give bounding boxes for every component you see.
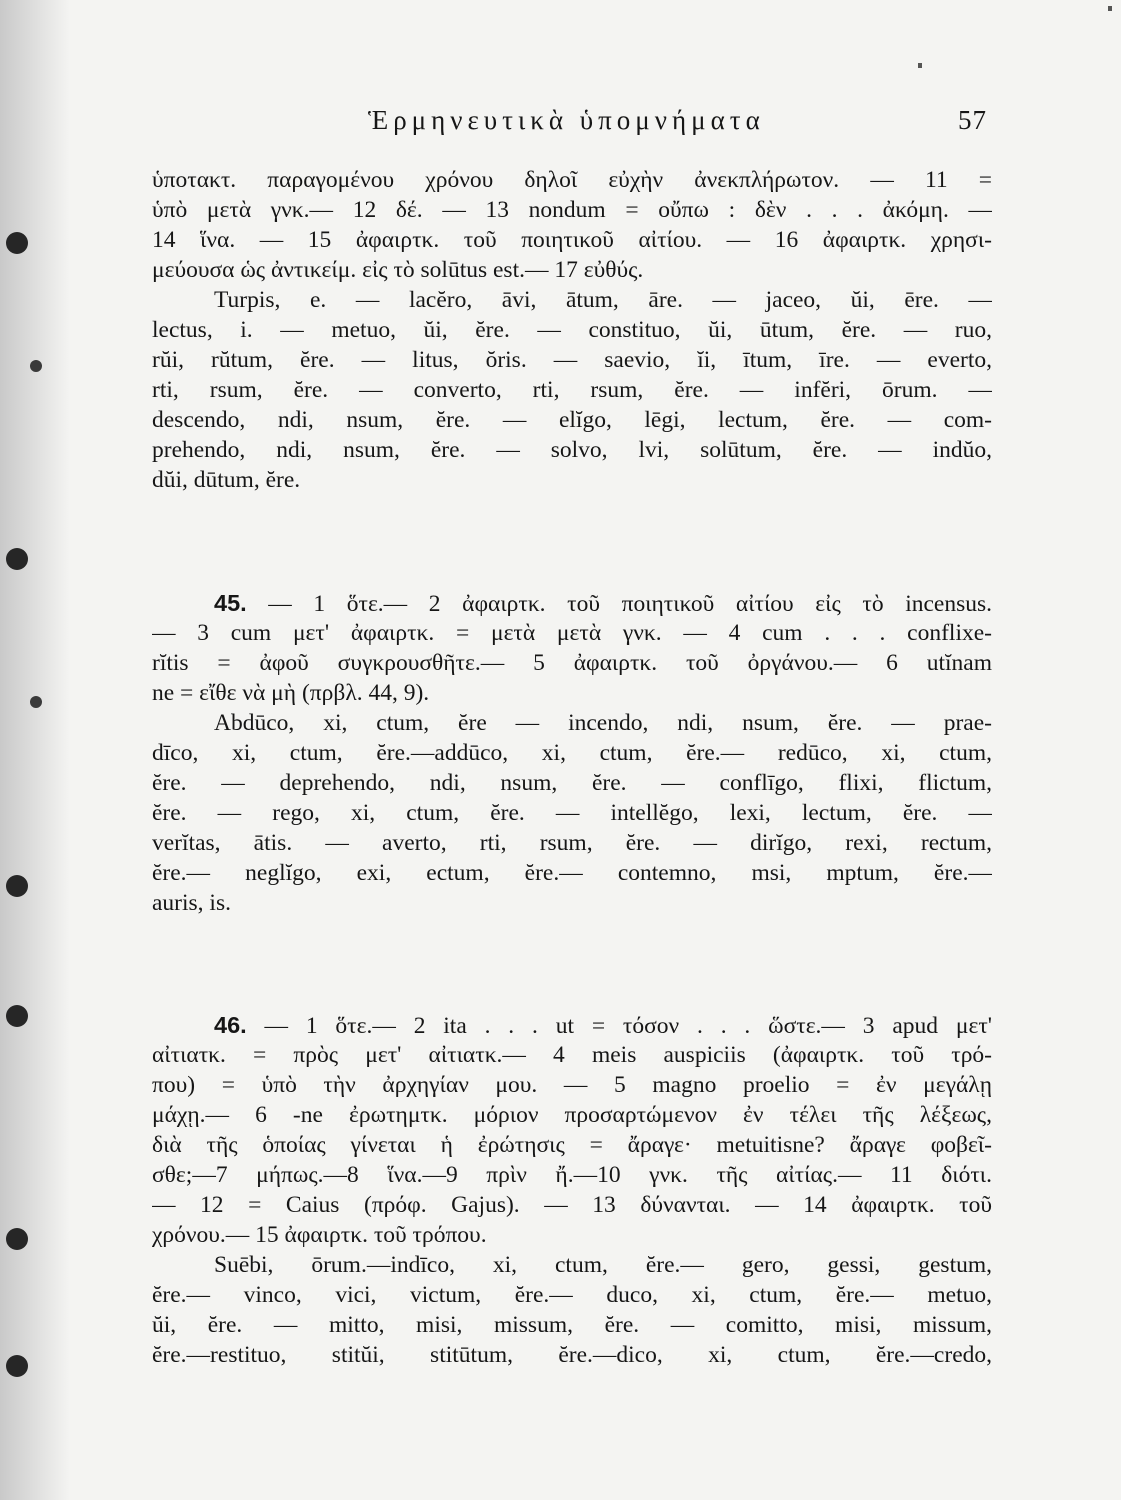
section-first-line (152, 1010, 992, 1040)
text-line: χρόνου.— 15 ἀφαιρτκ. τοῦ τρόπου. (152, 1222, 487, 1248)
binder-hole (30, 360, 42, 372)
binder-hole (6, 1005, 28, 1027)
text-line: rĭtis = ἀφοῦ συγκρουσθῆτε.— 5 ἀφαιρτκ. τοῦ ὀργάνου.— 6 utĭnam (152, 650, 992, 676)
text-line: διὰ τῆς ὁποίας γίνεται ἡ ἐρώτησις = ἄραγε· metuitisne? ἄραγε φοβεῖ- (152, 1132, 992, 1158)
vocabulary-line: descendo, ndi, nsum, ĕre. — elĭgo, lēgi, lectum, ĕre. — com- (152, 407, 992, 433)
vocabulary-line: lectus, i. — metuo, ŭi, ĕre. — constituo, ŭi, ūtum, ĕre. — ruo, (152, 317, 992, 343)
section-first-line-text: — 1 ὅτε.— 2 ita . . . ut = τόσον . . . ὥστε.— 3 apud μετ' (264, 1013, 992, 1039)
binder-hole (6, 232, 28, 254)
binder-hole (6, 548, 28, 570)
vocabulary-line: ĕre. — deprehendo, ndi, nsum, ĕre. — conflīgo, flixi, flictum, (152, 770, 992, 796)
text-line: ὑπὸ μετὰ γνκ.— 12 δέ. — 13 nondum = οὔπω : δὲν . . . ἀκόμη. — (152, 197, 992, 223)
text-line: σθε;—7 μήπως.—8 ἵνα.—9 πρὶν ἤ.—10 γνκ. τῆς αἰτίας.— 11 διότι. (152, 1162, 992, 1188)
page-number: 57 (958, 105, 987, 135)
scan-mark (918, 63, 922, 68)
binder-hole (6, 875, 28, 897)
text-line: που) = ὑπὸ τὴν ἀρχηγίαν μου. — 5 magno proelio = ἐν μεγάλῃ (152, 1072, 992, 1098)
scan-mark (1108, 6, 1112, 11)
section-number: 46. (214, 1012, 247, 1038)
notes-section-44-continued (152, 165, 992, 495)
text-line: ὑποτακτ. παραγομένου χρόνου δηλοῖ εὐχὴν ἀνεκπλήρωτον. — 11 = (152, 167, 992, 193)
text-line: 14 ἵνα. — 15 ἀφαιρτκ. τοῦ ποιητικοῦ αἰτίου. — 16 ἀφαιρτκ. χρησι- (152, 227, 992, 253)
binder-hole (6, 1228, 28, 1250)
vocabulary-line: dīco, xi, ctum, ĕre.—addūco, xi, ctum, ĕre.— redūco, xi, ctum, (152, 740, 992, 766)
vocabulary-line: verĭtas, ātis. — averto, rti, rsum, ĕre. — dirĭgo, rexi, rectum, (152, 830, 992, 856)
vocabulary-line: ŭi, ĕre. — mitto, misi, missum, ĕre. — comitto, misi, missum, (152, 1312, 992, 1338)
section-first-line (152, 588, 992, 618)
vocabulary-line: Turpis, e. — lacĕro, āvi, ātum, āre. — jaceo, ŭi, ēre. — (214, 287, 992, 313)
text-line: αἰτιατκ. = πρὸς μετ' αἰτιατκ.— 4 meis auspiciis (ἀφαιρτκ. τοῦ τρό- (152, 1042, 992, 1068)
vocabulary-line: ĕre. — rego, xi, ctum, ĕre. — intellĕgo, lexi, lectum, ĕre. — (152, 800, 992, 826)
vocabulary-line: rŭi, rŭtum, ĕre. — litus, ŏris. — saevio, ĭi, ītum, īre. — everto, (152, 347, 992, 373)
vocabulary-line: rti, rsum, ĕre. — converto, rti, rsum, ĕre. — infĕri, ōrum. — (152, 377, 992, 403)
text-line: μάχῃ.— 6 -ne ἐρωτημτκ. μόριον προσαρτώμενον ἐν τέλει τῆς λέξεως, (152, 1102, 992, 1128)
section-number: 45. (214, 590, 247, 616)
vocabulary-line: Suēbi, ōrum.—indīco, xi, ctum, ĕre.— gero, gessi, gestum, (214, 1252, 992, 1278)
vocabulary-line: Abdūco, xi, ctum, ĕre — incendo, ndi, nsum, ĕre. — prae- (214, 710, 992, 736)
section-first-line-text: — 1 ὅτε.— 2 ἀφαιρτκ. τοῦ ποιητικοῦ αἰτίου εἰς τὸ incensus. (268, 591, 992, 617)
running-header: Ἑρμηνευτικὰ ὑπομνήματα (368, 105, 765, 135)
text-line: — 3 cum μετ' ἀφαιρτκ. = μετὰ μετὰ γνκ. — 4 cum . . . conflixe- (152, 620, 992, 646)
notes-section-46 (152, 1010, 992, 1370)
text-line: μεύουσα ὡς ἀντικείμ. εἰς τὸ solūtus est.— 17 εὐθύς. (152, 257, 644, 283)
vocabulary-line: auris, is. (152, 890, 231, 916)
text-line: ne = εἴθε νὰ μὴ (πρβλ. 44, 9). (152, 680, 430, 706)
text-line: — 12 = Caius (πρόφ. Gajus). — 13 δύνανται. — 14 ἀφαιρτκ. τοῦ (152, 1192, 992, 1218)
binder-hole (30, 696, 42, 708)
vocabulary-line: ĕre.— vinco, vici, victum, ĕre.— duco, xi, ctum, ĕre.— metuo, (152, 1282, 992, 1308)
vocabulary-line: ĕre.— neglĭgo, exi, ectum, ĕre.— contemno, msi, mptum, ĕre.— (152, 860, 992, 886)
vocabulary-line: prehendo, ndi, nsum, ĕre. — solvo, lvi, solūtum, ĕre. — indŭo, (152, 437, 992, 463)
binder-hole (6, 1355, 28, 1377)
notes-section-45 (152, 588, 992, 918)
vocabulary-line: ĕre.—restituo, stitŭi, stitūtum, ĕre.—dico, xi, ctum, ĕre.—credo, (152, 1342, 992, 1368)
vocabulary-line: dŭi, dūtum, ĕre. (152, 467, 301, 493)
